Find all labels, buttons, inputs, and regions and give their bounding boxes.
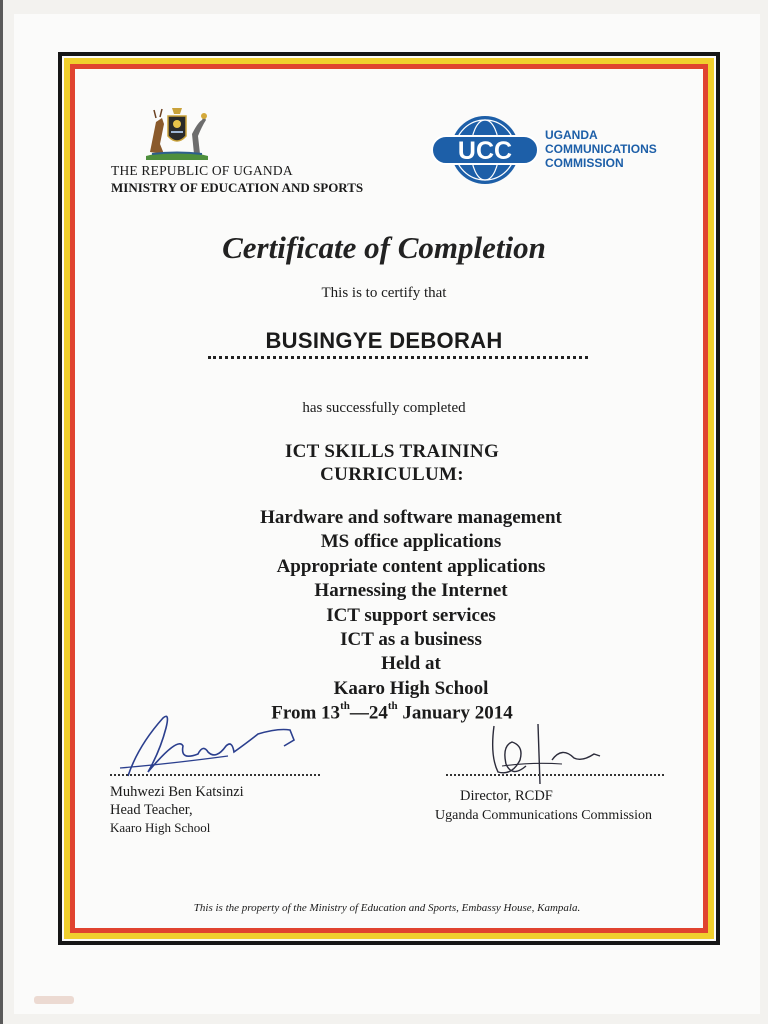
date-sup: th — [340, 700, 350, 712]
course-line: ICT SKILLS TRAINING — [284, 441, 500, 462]
completed-line: has successfully completed — [302, 400, 466, 416]
signatory-title: Director, RCDF — [460, 788, 553, 804]
right-signatory — [435, 787, 652, 825]
topics-list — [0, 506, 768, 701]
ministry-heading: MINISTRY OF EDUCATION AND SPORTS — [111, 180, 364, 195]
venue-name: Kaaro High School — [333, 677, 489, 699]
topic-item: MS office applications — [320, 531, 502, 553]
ucc-globe-logo-icon — [430, 112, 540, 188]
name-dotted-line — [208, 356, 588, 359]
signature-line-left — [110, 774, 320, 776]
ucc-name — [545, 128, 657, 170]
signatory-name: Muhwezi Ben Katsinzi — [110, 784, 244, 800]
course-title — [0, 440, 768, 486]
date-prefix: From 13 — [271, 702, 341, 724]
ucc-name-line: UGANDA — [545, 128, 598, 142]
topic-item: Hardware and software management — [260, 507, 562, 528]
footer-note: This is the property of the Ministry of Education and Sports, Embassy House, Kampala. — [193, 902, 581, 914]
republic-heading: THE REPUBLIC OF UGANDA — [111, 163, 293, 178]
recipient-name: BUSINGYE DEBORAH — [265, 328, 503, 353]
course-line: CURRICULUM: — [320, 464, 464, 485]
signatory-org: Kaaro High School — [110, 820, 211, 835]
topic-item: Appropriate content applications — [276, 555, 546, 577]
left-signatory — [110, 783, 244, 837]
date-middle: —24 — [349, 702, 388, 724]
signatory-org: Uganda Communications Commission — [435, 808, 652, 823]
date-suffix: January 2014 — [397, 702, 513, 724]
topic-item: ICT support services — [326, 604, 496, 626]
date-sup: th — [387, 700, 398, 712]
ucc-logo-text: UCC — [457, 137, 513, 165]
ucc-name-line: COMMISSION — [545, 156, 624, 170]
paper-stain — [34, 996, 74, 1004]
signature-line-right — [446, 774, 664, 776]
topic-item: ICT as a business — [340, 629, 482, 651]
topic-item: Harnessing the Internet — [314, 580, 508, 602]
certificate-title: Certificate of Completion — [222, 230, 546, 265]
uganda-coat-of-arms-icon — [142, 104, 212, 162]
venue-label: Held at — [381, 653, 441, 675]
certify-line: This is to certify that — [321, 285, 447, 301]
signatory-title: Head Teacher, — [110, 802, 193, 818]
ucc-name-line: COMMUNICATIONS — [545, 142, 657, 156]
